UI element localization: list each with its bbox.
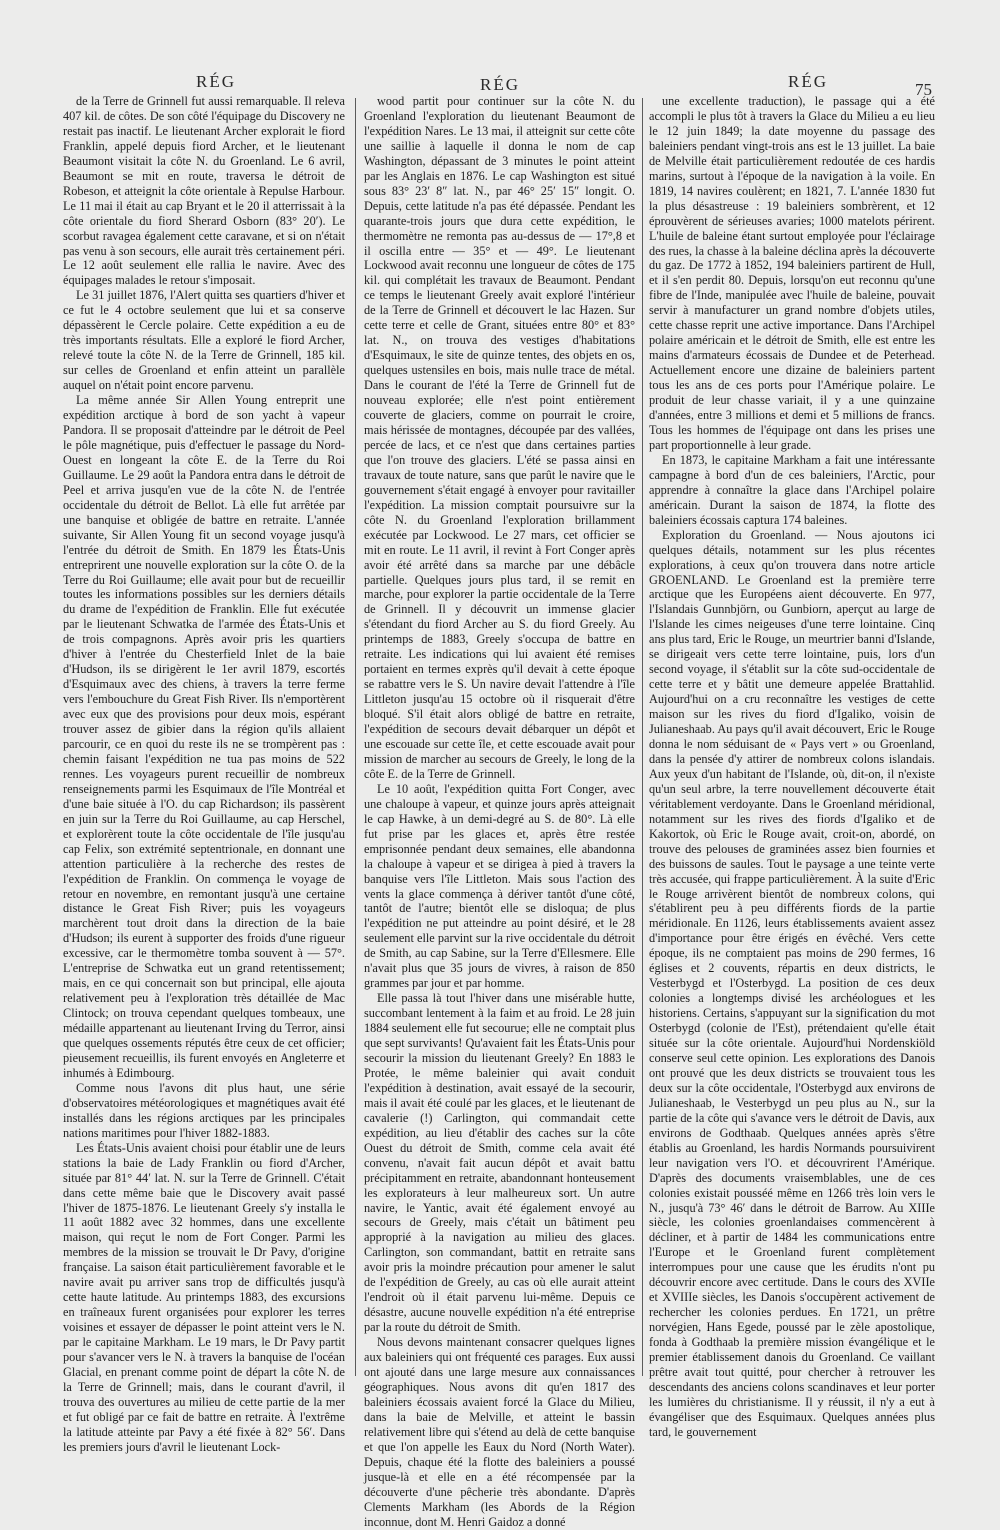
paragraph: Comme nous l'avons dit plus haut, une série d'observatoires météorologiques et magnétiques avait été installés dans les régions arctiques par les principales nations maritimes pour l'hiver 1882-1883. xyxy=(63,1080,345,1140)
text-column-1 xyxy=(63,94,345,1454)
page-number: 75 xyxy=(915,80,932,99)
running-head-right: RÉG xyxy=(788,72,828,91)
paragraph: de la Terre de Grinnell fut aussi remarquable. Il releva 407 kil. de côtes. De son côté l'équipage du Discovery ne restait pas inactif. Le lieutenant Archer explorait le fiord Franklin, appelé depuis fiord Archer, et le lieutenant Beaumont visitait la côte N. du Groenland. Le 6 avril, Beaumont se mit en route, traversa le détroit de Robeson, et atteignit la côte orientale à Repulse Harbour. Le 11 mai il était au cap Bryant et le 20 il atterrissait à la côte orientale du fiord Sherard Osborn (83° 20′). Le scorbut ravagea également cette caravane, et si on n'était pas venu à son secours, elle aurait très certainement péri. Le 12 août seulement elle rallia le navire. Avec des équipages malades le retour s'imposait. xyxy=(63,94,345,288)
column-rule-left xyxy=(355,98,356,1376)
paragraph: Le 10 août, l'expédition quitta Fort Conger, avec une chaloupe à vapeur, et quinze jours après atteignait le cap Hawke, à un demi-degré au S. de 80°. Là elle fut prise par les glaces et, après être restée emprisonnée pendant deux semaines, elle abandonna la chaloupe à vapeur et se dirigea à pied à travers la banquise vers l'île Littleton. Mais sous l'action des vents la glace commença à dériver tantôt d'une côté, tantôt de l'autre; bientôt elle se disloqua; de plus l'expédition ne put atteindre au point désiré, et le 28 seulement elle parvint sur la rive occidentale du détroit de Smith, au cap Sabine, sur la Terre d'Ellesmere. Elle n'avait plus que 35 jours de vivres, à raison de 850 grammes par jour et par homme. xyxy=(364,781,635,991)
paragraph: Les États-Unis avaient choisi pour établir une de leurs stations la baie de Lady Franklin ou fiord d'Archer, située par 81° 44′ lat. N. sur la Terre de Grinnell. C'était dans cette même baie que le Discovery avait passé l'hiver de 1875-1876. Le lieutenant Greely s'y installa le 11 août 1882 avec 32 hommes, dans une excellente maison, qui reçut le nom de Fort Conger. Parmi les membres de la mission se trouvait le Dr Pavy, d'origine française. La saison était particulièrement favorable et le navire avait pu arriver sans trop de difficultés jusqu'à cette haute latitude. Au printemps 1883, des excursions en traîneaux furent organisées pour explorer les terres voisines et essayer de dépasser le point atteint vers le N. par le capitaine Markham. Le 19 mars, le Dr Pavy partit pour s'avancer vers le N. à travers la banquise de l'océan Glacial, en prenant comme point de départ la côte N. de la Terre de Grinnell; mais, dans le courant d'avril, il trouva des ouvertures au milieu de cette partie de la mer et fut obligé par ce fait de battre en retraite. À l'extrême la latitude atteinte par Pavy a été fixée à 82° 56′. Dans les premiers jours d'avril le lieutenant Lock- xyxy=(63,1140,345,1454)
paragraph: Elle passa là tout l'hiver dans une misérable hutte, succombant lentement à la faim et au froid. Le 28 juin 1884 seulement elle fut secourue; elle ne comptait plus que sept survivants! Qu'avaient fait les États-Unis pour secourir la mission du lieutenant Greely? En 1883 le Protée, le même baleinier qui avait conduit l'expédition à destination, avait essayé de la secourir, mais il avait été coulé par les glaces, et le lieutenant de cavalerie (!) Carlington, qui commandait cette expédition, au lieu d'établir des caches sur la côte Ouest du détroit de Smith, comme cela avait été convenu, n'avait fait aucun dépôt et avait battu précipitamment en retraite, abandonnant honteusement les explorateurs à leur malheureux sort. Un autre navire, le Yantic, avait été également envoyé au secours de Greely, mais c'était un bâtiment peu approprié à la navigation au milieu des glaces. Carlington, son commandant, battit en retraite sans avoir pris la moindre précaution pour amener le salut de l'expédition de Greely, au cas où elle aurait atteint l'endroit où il était parvenu lui-même. Depuis ce désastre, aucune nouvelle expédition n'a été entreprise par la route du détroit de Smith. xyxy=(364,991,635,1335)
text-column-3 xyxy=(649,94,935,1439)
running-head-center: RÉG xyxy=(480,75,520,94)
paragraph: La même année Sir Allen Young entreprit une expédition arctique à bord de son yacht à vapeur Pandora. Il se proposait d'atteindre par le détroit de Peel le pôle magnétique, puis d'effectuer le passage du Nord-Ouest en longeant la côte E. de la Terre du Roi Guillaume. Le 29 août la Pandora entra dans le détroit de Peel et arriva jusqu'en vue de la côte N. de l'entrée occidentale du détroit de Bellot. Là elle fut arrêtée par une banquise et obligée de battre en retraite. L'année suivante, Sir Allen Young fit un second voyage jusqu'à l'entrée du détroit de Smith. En 1879 les États-Unis entreprirent une nouvelle exploration sur la côte O. de la Terre du Roi Guillaume; elle avait pour but de recueillir toutes les informations possibles sur les derniers détails du drame de l'expédition de Franklin. Elle fut exécutée par le lieutenant Schwatka de l'armée des États-Unis et de trois compagnons. Après avoir pris les quartiers d'hiver à l'entrée du Chesterfield Inlet de la baie d'Hudson, ils se dirigèrent le 1er avril 1879, escortés d'Esquimaux avec des chiens, à travers la terre ferme vers l'embouchure du Great Fish River. Ils n'emportèrent avec eux que des provisions pour deux mois, espérant trouver assez de gibier dans la région qu'ils allaient parcourir, ce en quoi du reste ils ne se trompèrent pas : chemin faisant l'expédition ne tua pas moins de 522 rennes. Les voyageurs purent recueillir de nombreux renseignements parmi les Esquimaux de l'île Montréal et d'une baie située à l'O. du cap Richardson; ils passèrent en juin sur la Terre du Roi Guillaume, au cap Herschel, et explorèrent toute la côte occidentale de l'île jusqu'au cap Felix, son extrémité septentrionale, en donnant une attention particulière à la recherche des restes de l'expédition de Franklin. On commença le voyage de retour en novembre, en remontant jusqu'à une certaine distance le Great Fish River; puis les voyageurs marchèrent tout droit dans la direction de la baie d'Hudson; ils eurent à supporter des froids d'une rigueur excessive, car le thermomètre tomba souvent à — 57°. L'entreprise de Schwatka eut un grand retentissement; mais, en ce qui concernait son but principal, elle ajouta relativement peu à l'exploration très détaillée de Mac Clintock; on trouva cependant quelques tombeaux, une médaille appartenant au lieutenant Irving du Terror, ainsi que quelques ossements réputés être ceux de cet officier; pieusement recueillis, ils furent envoyés en Angleterre et inhumés à Edimbourg. xyxy=(63,393,345,1080)
paragraph: Le 31 juillet 1876, l'Alert quitta ses quartiers d'hiver et ce fut le 4 octobre seulement que lui et sa conserve dépassèrent le Cercle polaire. Cette expédition a eu de très importants résultats. Elle a exploré le fiord Archer, relevé toute la côte N. de la Terre de Grinnell, 185 kil. sur celles de Groenland et enfin atteint un parallèle auquel on n'était point encore parvenu. xyxy=(63,288,345,393)
text-column-2 xyxy=(364,94,635,1529)
paragraph: En 1873, le capitaine Markham a fait une intéressante campagne à bord d'un de ces baleiniers, l'Arctic, pour apprendre à connaître la glace dans l'Archipel polaire américain. Durant la saison de 1874, la flotte des baleiniers écossais captura 174 baleines. xyxy=(649,452,935,527)
paragraph: wood partit pour continuer sur la côte N. du Groenland l'exploration du lieutenant Beaumont de l'expédition Nares. Le 13 mai, il atteignit sur cette côte une saillie à laquelle il donna le nom de cap Washington, dépassant de 3 minutes le point atteint par les Anglais en 1876. Le cap Washington est situé sous 83° 23′ 8″ lat. N., par 46° 25′ 15″ longit. O. Depuis, cette latitude n'a pas été dépassée. Pendant les quarante-trois jours que dura cette expédition, le thermomètre ne remonta pas au-dessus de — 17°,8 et il oscilla entre — 35° et — 49°. Le lieutenant Lockwood avait reconnu une longueur de côtes de 175 kil. qui complétait les travaux de Beaumont. Pendant ce temps le lieutenant Greely avait exploré l'intérieur de la Terre de Grinnell et découvert le lac Hazen. Sur cette terre et celle de Grant, situées entre 80° et 83° lat. N., on trouva des vestiges d'habitations d'Esquimaux, le site de quinze tentes, des objets en os, quelques ustensiles en bois, mais nulle trace de métal. Dans le courant de l'été la Terre de Grinnell fut de nouveau explorée; elle n'est point entièrement couverte de glaciers, comme on pourrait le croire, mais hérissée de montagnes, découpée par des vallées, percée de lacs, et ce n'est que dans certaines parties que l'on trouve des glaciers. L'été se passa ainsi en travaux de toute nature, sans que parût le navire que le gouvernement s'était engagé à envoyer pour ravitailler l'expédition. La mission comptait poursuivre sur la côte N. du Groenland l'exploration brillamment exécutée par Lockwood. Le 27 mars, cet officier se mit en route. Le 11 avril, il revint à Fort Conger après avoir été arrêté dans sa marche par une débâcle partielle. Quelques jours plus tard, il se remit en marche, pour explorer la partie occidentale de la Terre de Grinnell. Il y découvrit un immense glacier s'étendant du fiord Archer au S. du fiord Greely. Au printemps de 1883, Greely s'occupa de battre en retraite. Les indications qui lui avaient été remises portaient en termes exprès qu'il devait à cette époque se rabattre vers le S. Un navire devait l'attendre à l'île Littleton jusqu'au 15 octobre où il risquerait d'être bloqué. S'il était alors obligé de battre en retraite, l'expédition de secours devait débarquer un dépôt et une escouade sur cette île, et cette escouade avait pour mission de marcher au secours de Greely, le long de la côte E. de la Terre de Grinnell. xyxy=(364,94,635,781)
section-paragraph: Exploration du Groenland. — Nous ajoutons ici quelques détails, notamment sur les plus récentes explorations, à ceux qu'on trouvera dans notre article GROENLAND. Le Groenland est la première terre arctique que les Européens aient découverte. En 977, l'Islandais Gunnbjörn, ou Gunbiorn, aperçut au large de l'Islande les cimes neigeuses d'une terre lointaine. Cinq ans plus tard, Eric le Rouge, un meurtrier banni d'Islande, se dirigeait vers cette terre lointaine, puis, lors d'un second voyage, il s'établit sur la côte sud-occidentale de cette terre et y bâtit une demeure appelée Brattahlid. Aujourd'hui on a cru reconnaître les vestiges de cette maison sur les rives du fiord d'Igaliko, voisin de Julianeshaab. Au pays qu'il avait découvert, Eric le Rouge donna le nom séduisant de « Pays vert » ou Groenland, dans la pensée d'y attirer de nombreux colons islandais. Aux yeux d'un habitant de l'Islande, où, dit-on, il n'existe qu'un seul arbre, la terre nouvellement découverte était véritablement verdoyante. Dans le Groenland méridional, notamment sur les rives des fiords d'Igaliko et de Kakortok, où Eric le Rouge avait, croit-on, abordé, on trouve des pelouses de graminées assez bien fournies et des buissons de saules. Tout le paysage a une teinte verte très accusée, qui frappe particulièrement. À la suite d'Eric le Rouge arrivèrent bientôt de nombreux colons, qui s'établirent peu à peu différents fiords de la partie méridionale. En 1126, leurs établissements avaient assez d'importance pour être érigés en évêché. Vers cette époque, ils ne comptaient pas moins de 290 fermes, 16 églises et 2 couvents, répartis en deux districts, le Vesterbygd et l'Osterbygd. La position de ces deux colonies a longtemps divisé les archéologues et les historiens. Certains, s'appuyant sur la signification du mot Osterbygd (colonie de l'Est), prétendaient qu'elle était située sur la côte orientale. Aujourd'hui Nordenskiöld conserve seul cette opinion. Les explorations des Danois ont prouvé que les deux districts se trouvaient tous les deux sur la côte occidentale, l'Osterbygd aux environs de Julianeshaab, le Vesterbygd un peu plus au N., sur la partie de la côte qui s'avance vers le détroit de Davis, aux environs de Godthaab. Quelques années après s'être établis au Groenland, les hardis Normands poursuivirent leur navigation vers l'O. et découvrirent l'Amérique. D'après des documents vraisemblables, une de ces colonies existait pousséé même en 1266 très loin vers le N., jusqu'à 73° 46′ dans le détroit de Barrow. Au XIIIe siècle, les colonies groenlandaises commencèrent à décliner, et à partir de 1484 les communications entre l'Europe et le Groenland furent complètement interrompues pour une cause que les érudits n'ont pu découvrir encore avec certitude. Dans le cours des XVIIe et XVIIIe siècles, les Danois s'occupèrent activement de rechercher les colonies perdues. En 1721, un prêtre norvégien, Hans Egede, poussé par le zèle apostolique, fonda à Godthaab la première mission évangélique et le premier établissement danois du Groenland. Ce vaillant prêtre avait tout quitté, pour chercher à retrouver les descendants des anciens colons scandinaves et leur porter les lumières du christianisme. Il y réussit, il n'y a eut à évangéliser que des Esquimaux. Quelques années plus tard, le gouvernement xyxy=(649,527,935,1439)
running-head-left: RÉG xyxy=(196,72,236,91)
column-rule-right xyxy=(642,98,643,1376)
paragraph: une excellente traduction), le passage qui a été accompli le plus tôt à travers la Glace du Milieu a eu lieu le 12 juin 1849; la date moyenne du passage des baleiniers pendant vingt-trois ans est le 13 juillet. La baie de Melville était particulièrement redoutée de ces hardis marins, surtout à l'époque de la navigation à la voile. En 1819, 14 navires coulèrent; en 1821, 7. L'année 1830 fut la plus désastreuse : 19 baleiniers sombrèrent, et 12 éprouvèrent de sérieuses avaries; 1000 matelots périrent. L'huile de baleine étant surtout employée pour l'éclairage des rues, la chasse à la baleine déclina après la découverte du gaz. De 1772 à 1852, 194 baleiniers partirent de Hull, et il s'en perdit 80. Depuis, lorsqu'on eut reconnu qu'une fibre de l'Inde, manipulée avec l'huile de baleine, pouvait servir à manufacturer un grand nombre d'objets utiles, cette chasse reprit une active importance. Dans l'Archipel polaire américain et le détroit de Smith, elle est entre les mains d'armateurs écossais de Dundee et de Peterhead. Actuellement encore une dizaine de baleiniers partent tous les ans de ces ports pour l'Amérique polaire. Le produit de leur chasse variait, il y a une quinzaine d'années, entre 3 millions et demi et 5 millions de francs. Tous les hommes de l'équipage ont dans les prises une part proportionnelle à leur grade. xyxy=(649,94,935,452)
paragraph: Nous devons maintenant consacrer quelques lignes aux baleiniers qui ont fréquenté ces parages. Eux aussi ont ajouté dans une large mesure aux connaissances géographiques. Nous avons dit qu'en 1817 des baleiniers écossais avaient forcé la Glace du Milieu, dans la baie de Melville, et atteint le bassin relativement libre qui s'étend au delà de cette banquise et que l'on appelle les Eaux du Nord (North Water). Depuis, chaque été la flotte des baleiniers a poussé jusque-là et elle en a été récompensée par la découverte d'une pêcherie très abondante. D'après Clements Markham (les Abords de la Région inconnue, dont M. Henri Gaidoz a donné xyxy=(364,1335,635,1529)
